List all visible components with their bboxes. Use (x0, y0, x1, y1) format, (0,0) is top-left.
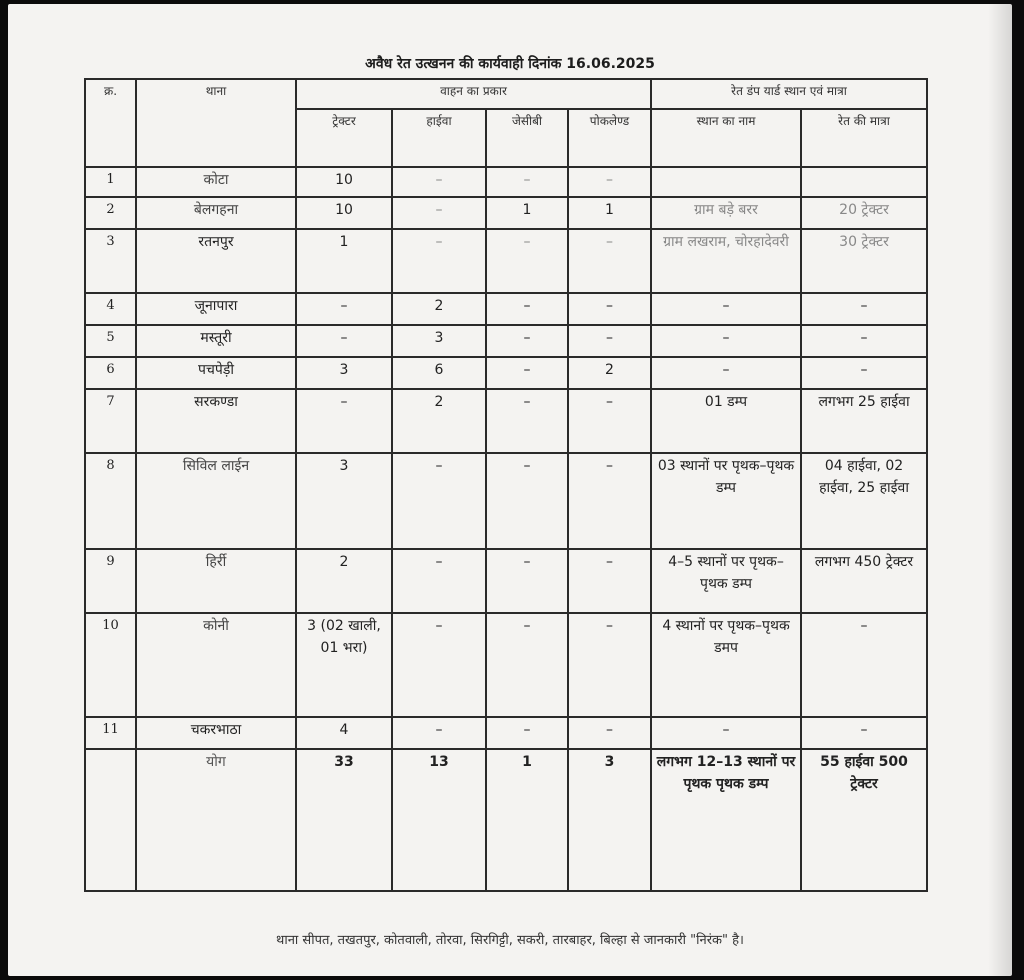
cell-jcb: – (486, 167, 568, 197)
cell-hyva: – (392, 229, 486, 293)
table-row (85, 549, 927, 613)
cell-place: – (651, 357, 801, 389)
cell-tractor: – (296, 293, 392, 325)
cell-hyva: 2 (392, 293, 486, 325)
cell-hyva: – (392, 613, 486, 717)
cell-hyva: – (392, 197, 486, 229)
cell-hyva: 3 (392, 325, 486, 357)
cell-place: 01 डम्प (651, 389, 801, 453)
cell-qty: – (801, 357, 927, 389)
cell-place: ग्राम लखराम, चोरहादेवरी (651, 229, 801, 293)
cell-qty: – (801, 293, 927, 325)
cell-tractor: 3 (02 खाली, 01 भरा) (296, 613, 392, 717)
cell-sno: 2 (85, 197, 136, 229)
cell-thana: सिविल लाईन (136, 453, 296, 549)
page-shadow (988, 4, 1012, 976)
header-thana: थाना (136, 79, 296, 167)
table-row (85, 167, 927, 197)
cell-poclain: – (568, 613, 651, 717)
cell-jcb: – (486, 229, 568, 293)
cell-thana: पचपेड़ी (136, 357, 296, 389)
cell-thana: हिर्री (136, 549, 296, 613)
cell-sno: 5 (85, 325, 136, 357)
cell-hyva: – (392, 167, 486, 197)
header-jcb: जेसीबी (486, 109, 568, 167)
cell-sno: 6 (85, 357, 136, 389)
cell-place: 03 स्थानों पर पृथक–पृथक डम्प (651, 453, 801, 549)
cell-thana: मस्तूरी (136, 325, 296, 357)
cell-place: ग्राम बड़े बरर (651, 197, 801, 229)
cell-tractor: – (296, 325, 392, 357)
cell-thana: रतनपुर (136, 229, 296, 293)
header-qty: रेत की मात्रा (801, 109, 927, 167)
header-tractor: ट्रेक्टर (296, 109, 392, 167)
cell-tractor: 3 (296, 453, 392, 549)
cell-poclain: – (568, 167, 651, 197)
cell-jcb: – (486, 549, 568, 613)
cell-sno: 3 (85, 229, 136, 293)
cell-tractor: 1 (296, 229, 392, 293)
cell-qty: – (801, 325, 927, 357)
cell-place (651, 167, 801, 197)
cell-jcb: – (486, 293, 568, 325)
cell-hyva: 2 (392, 389, 486, 453)
cell-jcb: 1 (486, 197, 568, 229)
cell-thana: सरकण्डा (136, 389, 296, 453)
cell-tractor: – (296, 389, 392, 453)
cell-sno: 10 (85, 613, 136, 717)
cell-qty (801, 167, 927, 197)
table-row (85, 293, 927, 325)
cell-qty: 04 हाईवा, 02 हाईवा, 25 हाईवा (801, 453, 927, 549)
table-row (85, 229, 927, 293)
cell-jcb: – (486, 717, 568, 749)
header-vehicle-type: वाहन का प्रकार (296, 79, 651, 109)
cell-poclain: – (568, 717, 651, 749)
cell-poclain: – (568, 453, 651, 549)
total-hyva: 13 (392, 749, 486, 891)
cell-jcb: – (486, 613, 568, 717)
cell-qty: लगभग 450 ट्रेक्टर (801, 549, 927, 613)
cell-sno-empty (85, 749, 136, 891)
cell-sno: 7 (85, 389, 136, 453)
table-row (85, 325, 927, 357)
cell-tractor: 3 (296, 357, 392, 389)
table-row (85, 389, 927, 453)
cell-tractor: 10 (296, 167, 392, 197)
cell-poclain: – (568, 293, 651, 325)
table-row (85, 453, 927, 549)
table-row (85, 717, 927, 749)
cell-poclain: 2 (568, 357, 651, 389)
cell-sno: 1 (85, 167, 136, 197)
document-title: अवैध रेत उत्खनन की कार्यवाही दिनांक 16.06.2025 (365, 56, 655, 72)
cell-poclain: 1 (568, 197, 651, 229)
header-hyva: हाईवा (392, 109, 486, 167)
cell-place: 4 स्थानों पर पृथक–पृथक डमप (651, 613, 801, 717)
cell-thana: चकरभाठा (136, 717, 296, 749)
cell-jcb: – (486, 357, 568, 389)
cell-sno: 11 (85, 717, 136, 749)
cell-tractor: 4 (296, 717, 392, 749)
action-table (84, 78, 928, 892)
cell-poclain: – (568, 549, 651, 613)
cell-qty: लगभग 25 हाईवा (801, 389, 927, 453)
cell-qty: – (801, 717, 927, 749)
cell-poclain: – (568, 325, 651, 357)
table-row (85, 197, 927, 229)
cell-jcb: – (486, 453, 568, 549)
cell-place: – (651, 717, 801, 749)
cell-hyva: – (392, 549, 486, 613)
cell-hyva: – (392, 717, 486, 749)
total-jcb: 1 (486, 749, 568, 891)
header-sno: क्र. (85, 79, 136, 167)
total-poclain: 3 (568, 749, 651, 891)
table-row (85, 613, 927, 717)
cell-qty: 30 ट्रेक्टर (801, 229, 927, 293)
cell-hyva: 6 (392, 357, 486, 389)
cell-tractor: 2 (296, 549, 392, 613)
header-place: स्थान का नाम (651, 109, 801, 167)
cell-thana: कोनी (136, 613, 296, 717)
cell-place: – (651, 325, 801, 357)
cell-sno: 4 (85, 293, 136, 325)
cell-hyva: – (392, 453, 486, 549)
cell-poclain: – (568, 389, 651, 453)
total-row (85, 749, 927, 891)
footnote: थाना सीपत, तखतपुर, कोतवाली, तोरवा, सिरगिट्टी, सकरी, तारबाहर, बिल्हा से जानकारी "निरंक" है। (276, 933, 744, 948)
cell-thana: जूनापारा (136, 293, 296, 325)
cell-tractor: 10 (296, 197, 392, 229)
cell-thana: बेलगहना (136, 197, 296, 229)
total-label: योग (136, 749, 296, 891)
cell-place: 4–5 स्थानों पर पृथक–पृथक डम्प (651, 549, 801, 613)
cell-qty: – (801, 613, 927, 717)
cell-poclain: – (568, 229, 651, 293)
table-row (85, 357, 927, 389)
header-poclain: पोकलेण्ड (568, 109, 651, 167)
cell-jcb: – (486, 325, 568, 357)
total-tractor: 33 (296, 749, 392, 891)
cell-place: – (651, 293, 801, 325)
document-sheet (8, 4, 1012, 976)
cell-thana: कोटा (136, 167, 296, 197)
cell-jcb: – (486, 389, 568, 453)
cell-sno: 8 (85, 453, 136, 549)
total-place: लगभग 12–13 स्थानों पर पृथक पृथक डम्प (651, 749, 801, 891)
cell-sno: 9 (85, 549, 136, 613)
header-dump-yard: रेत डंप यार्ड स्थान एवं मात्रा (651, 79, 927, 109)
total-qty: 55 हाईवा 500 ट्रेक्टर (801, 749, 927, 891)
cell-qty: 20 ट्रेक्टर (801, 197, 927, 229)
